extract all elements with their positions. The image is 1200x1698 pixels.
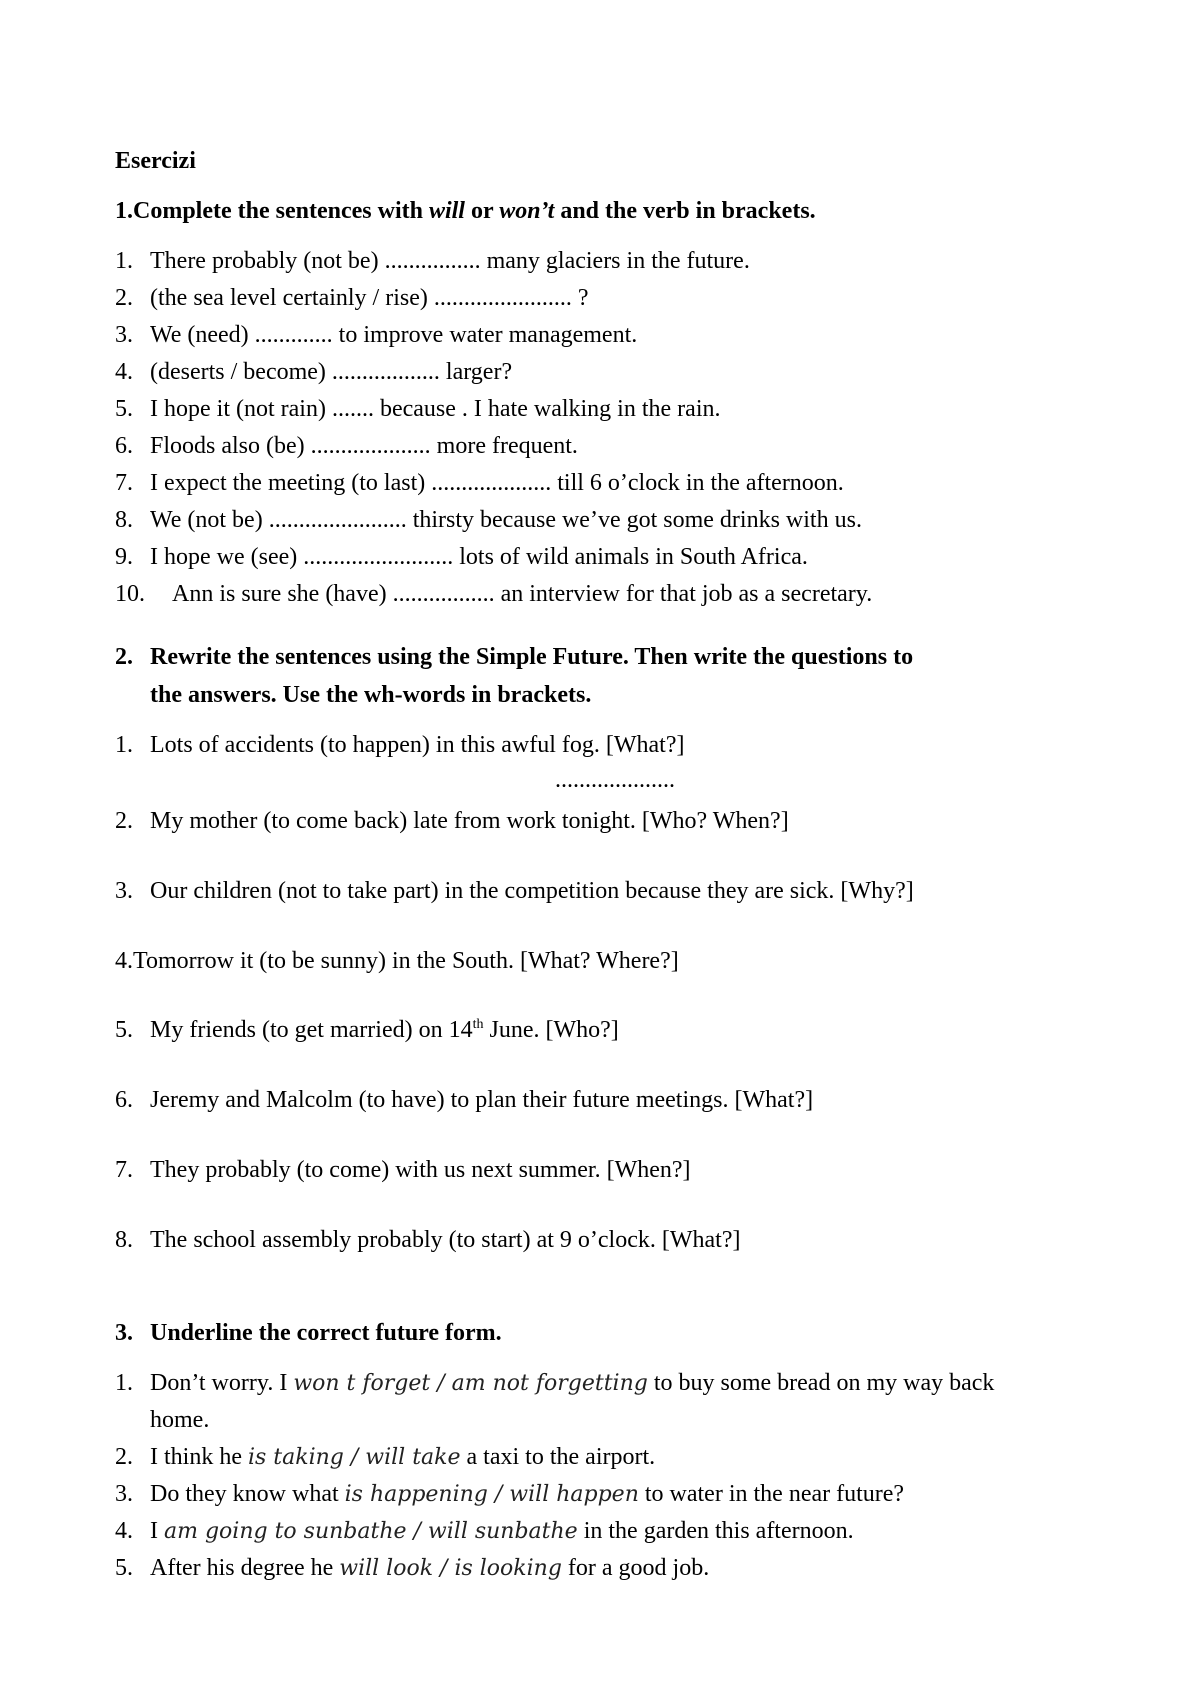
future-form-options[interactable]: is happening / will happen: [344, 1482, 639, 1507]
list-item: We (need) ............. to improve water management.: [150, 322, 638, 348]
list-item: [150, 1516, 854, 1547]
future-form-options[interactable]: am going to sunbathe / will sunbathe: [164, 1519, 578, 1544]
list-item-number: 2.: [115, 285, 133, 311]
page-title: Esercizi: [115, 148, 196, 174]
list-item-text: to water in the near future?: [638, 1481, 905, 1507]
list-item-number: 4.: [115, 1518, 133, 1544]
future-form-options[interactable]: will look / is looking: [339, 1556, 562, 1581]
list-item-text: a taxi to the airport.: [460, 1444, 656, 1470]
list-item-number: 8.: [115, 507, 133, 533]
list-item: Ann is sure she (have) ................. an interview for that job as a secretary.: [172, 581, 873, 607]
list-item-number: 5.: [115, 1017, 133, 1043]
list-item: The school assembly probably (to start) at 9 o’clock. [What?]: [150, 1227, 741, 1253]
list-item: We (not be) ....................... thirsty because we’ve got some drinks with us.: [150, 507, 862, 533]
list-item-text: for a good job.: [561, 1555, 710, 1581]
list-item-text: My friends (to get married) on 14: [150, 1017, 473, 1043]
list-item-text: After his degree he: [150, 1555, 340, 1581]
list-item-text: I think he: [150, 1444, 248, 1470]
list-item-number: 2.: [115, 808, 133, 834]
list-item: I expect the meeting (to last) .................... till 6 o’clock in the afternoon.: [150, 470, 844, 496]
exercise-3-number: 3.: [115, 1320, 133, 1346]
exercise-3-heading: Underline the correct future form.: [150, 1320, 502, 1346]
future-form-options[interactable]: is taking / will take: [247, 1445, 461, 1470]
exercise-1-heading-pre: 1.Complete the sentences with: [115, 198, 429, 224]
list-item-number: 1.: [115, 1370, 133, 1396]
list-item: Jeremy and Malcolm (to have) to plan their future meetings. [What?]: [150, 1087, 814, 1113]
exercise-1-heading-post: and the verb in brackets.: [554, 198, 816, 224]
exercise-2-heading-line-1: Rewrite the sentences using the Simple Future. Then write the questions to: [150, 644, 914, 670]
list-item-number: 3.: [115, 1481, 133, 1507]
list-item: They probably (to come) with us next summer. [When?]: [150, 1157, 691, 1183]
list-item-number: 7.: [115, 470, 133, 496]
list-item-continuation: home.: [150, 1407, 210, 1433]
list-item: Lots of accidents (to happen) in this awful fog. [What?]: [150, 732, 685, 758]
list-item-text: Don’t worry. I: [150, 1370, 294, 1396]
list-item: My mother (to come back) late from work tonight. [Who? When?]: [150, 808, 789, 834]
list-item: [150, 1479, 904, 1510]
list-item-number: 6.: [115, 1087, 133, 1113]
list-item-number: 8.: [115, 1227, 133, 1253]
list-item-number: 3.: [115, 322, 133, 348]
list-item-text: Do they know what: [150, 1481, 345, 1507]
list-item-text: June. [Who?]: [483, 1017, 619, 1043]
exercise-1-heading-or: or: [464, 198, 500, 224]
list-item-text: to buy some bread on my way back: [647, 1370, 995, 1396]
list-item: [150, 1015, 619, 1045]
list-item-text: I: [150, 1518, 164, 1544]
keyword-wont: won’t: [499, 198, 555, 224]
list-item: (the sea level certainly / rise) ....................... ?: [150, 285, 589, 311]
list-item: [150, 1442, 655, 1473]
list-item-number: 3.: [115, 878, 133, 904]
list-item-number: 5.: [115, 396, 133, 422]
list-item-number: 7.: [115, 1157, 133, 1183]
list-item: I hope it (not rain) ....... because . I hate walking in the rain.: [150, 396, 721, 422]
list-item: I hope we (see) ......................... lots of wild animals in South Africa.: [150, 544, 808, 570]
list-item-text: in the garden this afternoon.: [577, 1518, 854, 1544]
list-item: Floods also (be) .................... more frequent.: [150, 433, 578, 459]
exercise-2-heading-line-2: the answers. Use the wh-words in brackets.: [150, 682, 592, 708]
list-item: (deserts / become) .................. larger?: [150, 359, 513, 385]
future-form-options[interactable]: won t forget / am not forgetting: [293, 1371, 648, 1396]
exercise-2-number: 2.: [115, 644, 133, 670]
list-item-number: 1.: [115, 732, 133, 758]
keyword-will: will: [428, 198, 465, 224]
list-item-number: 2.: [115, 1444, 133, 1470]
ordinal-suffix: th: [472, 1017, 484, 1032]
list-item: [150, 1553, 709, 1584]
list-item-number: 10.: [115, 581, 145, 607]
list-item: [150, 1368, 994, 1399]
list-item-number: 4.: [115, 359, 133, 385]
answer-dots: ....................: [555, 767, 675, 793]
list-item: Our children (not to take part) in the competition because they are sick. [Why?]: [150, 878, 914, 904]
list-item-number: 6.: [115, 433, 133, 459]
list-item: 4.Tomorrow it (to be sunny) in the South. [What? Where?]: [115, 948, 679, 974]
list-item: There probably (not be) ................ many glaciers in the future.: [150, 248, 750, 274]
list-item-number: 9.: [115, 544, 133, 570]
list-item-number: 1.: [115, 248, 133, 274]
exercise-1-heading: [115, 196, 816, 226]
list-item-number: 5.: [115, 1555, 133, 1581]
